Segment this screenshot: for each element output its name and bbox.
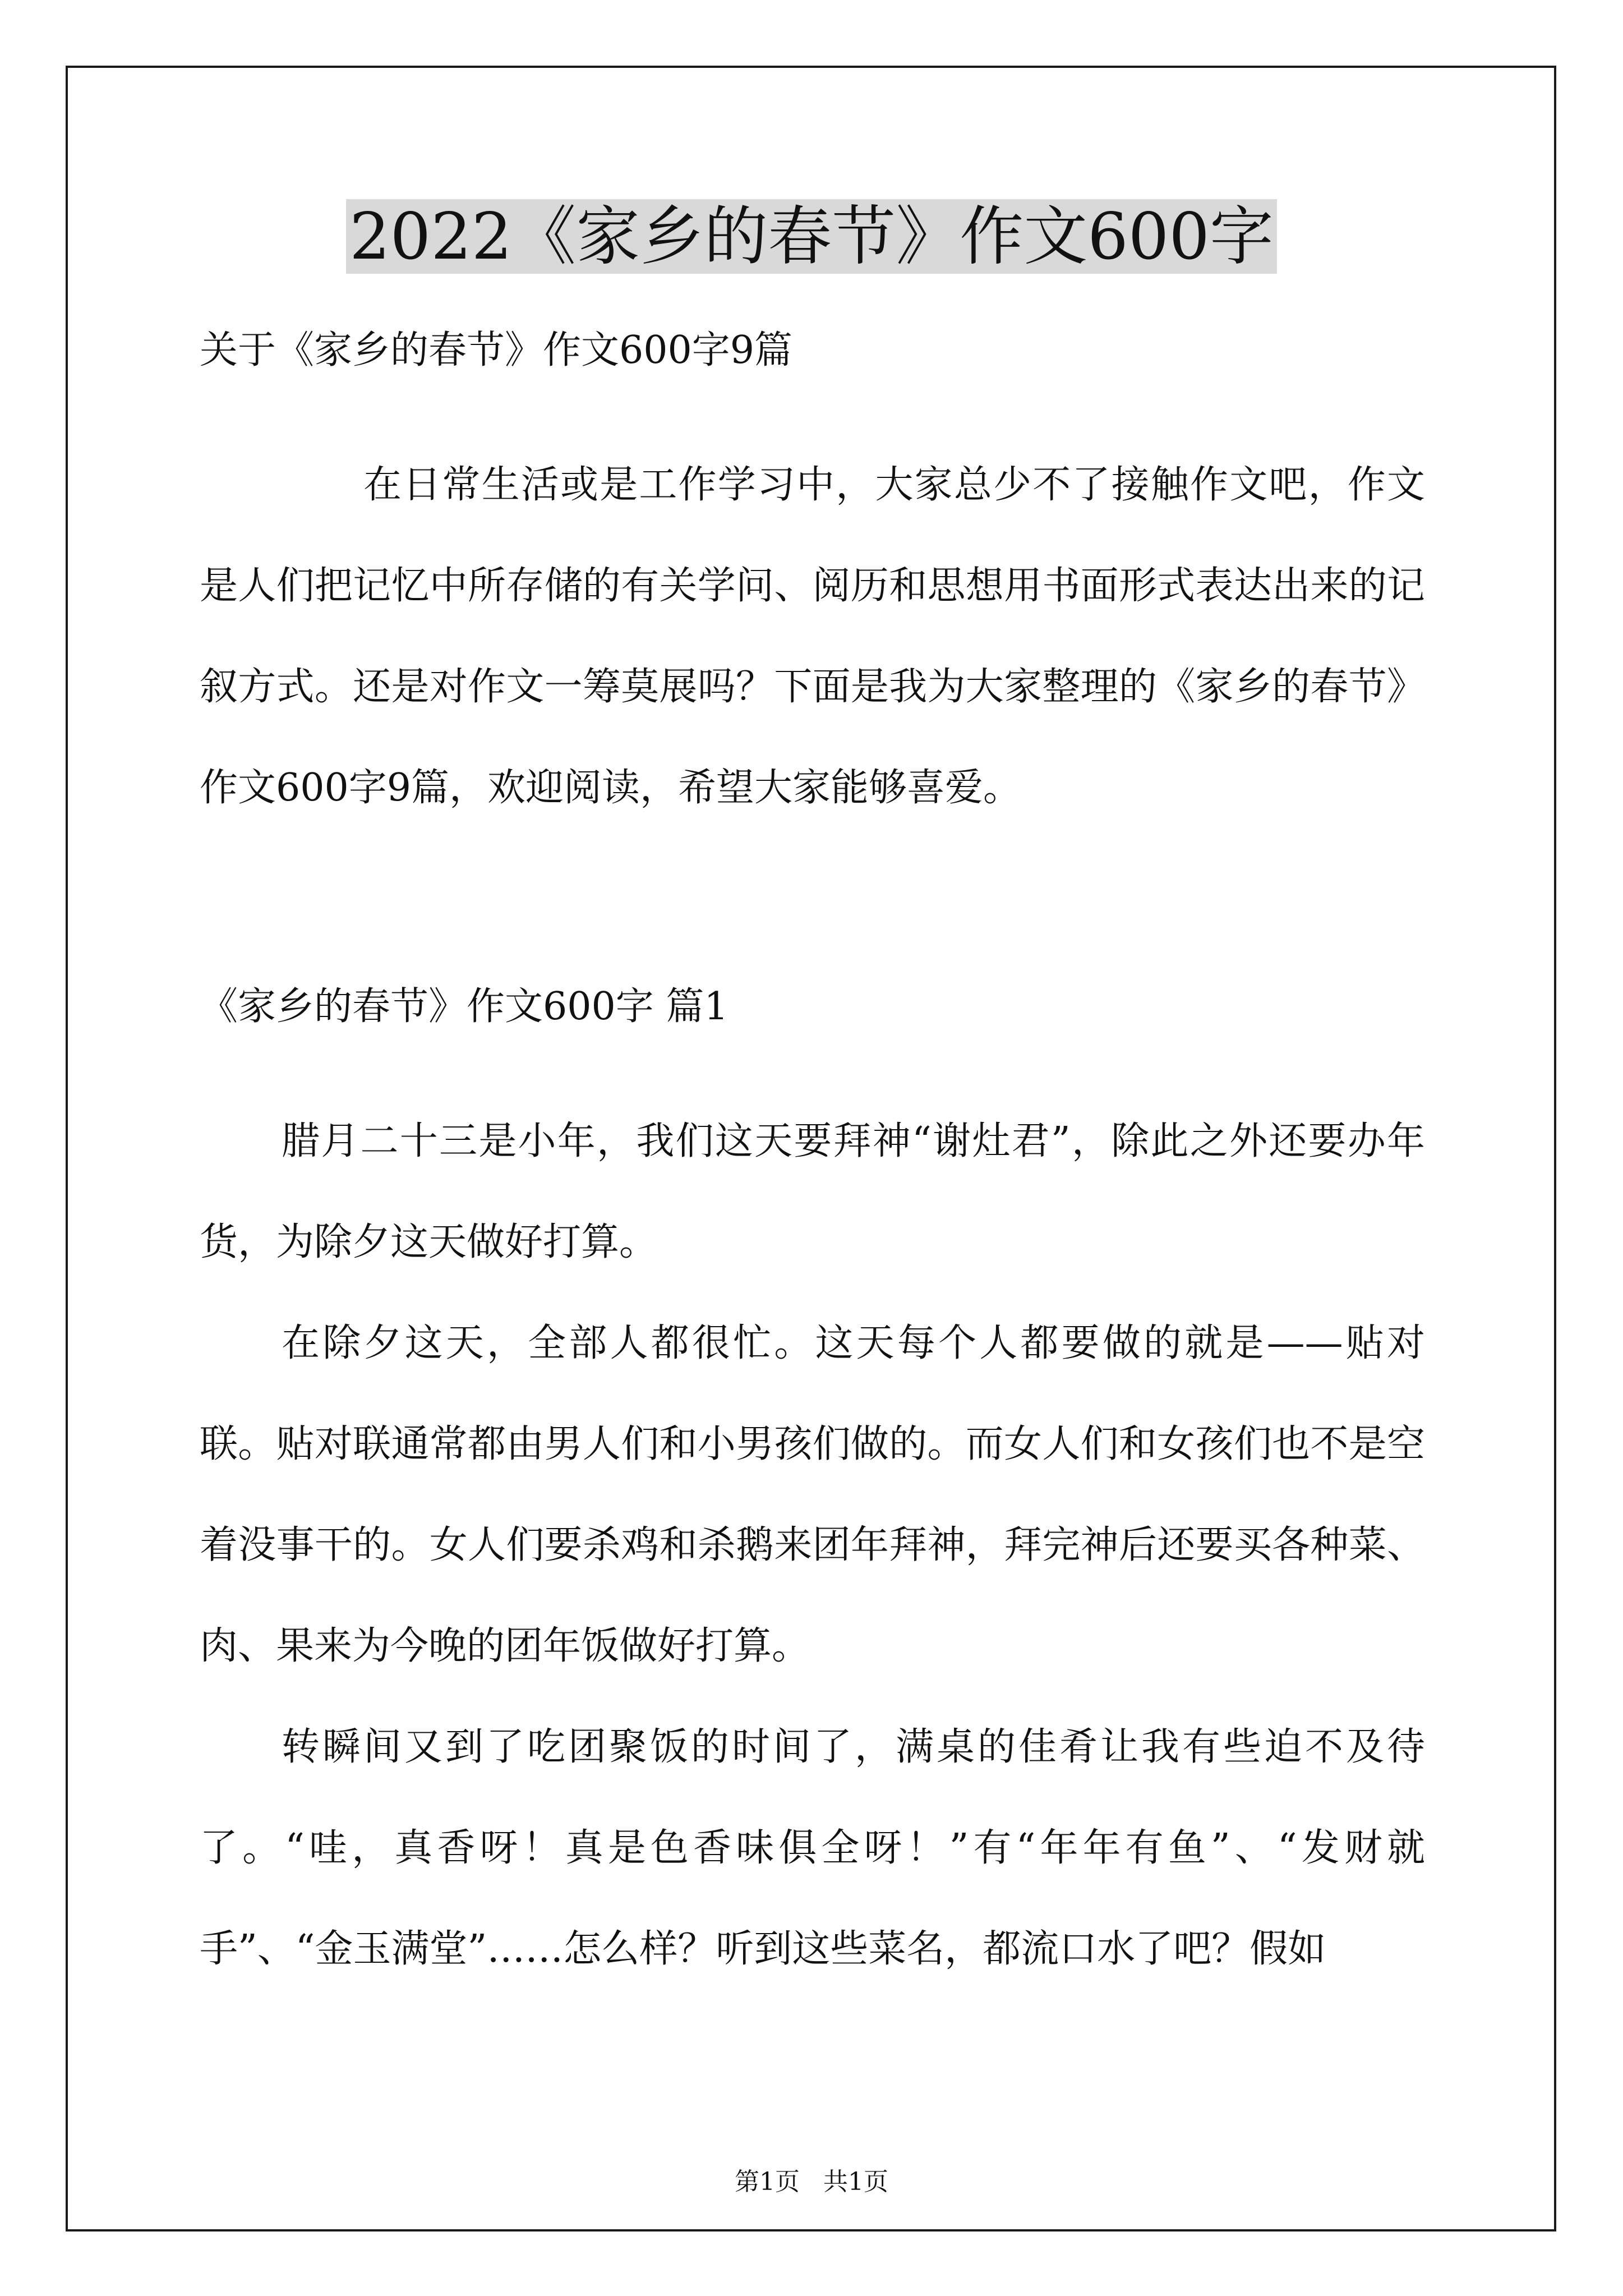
page-footer: 第1页 共1页 <box>735 2168 888 2196</box>
document-title-text: 2022《家乡的春节》作文600字 <box>346 199 1277 274</box>
document-title <box>0 197 1623 276</box>
section-heading: 《家乡的春节》作文600字 篇1 <box>200 984 728 1029</box>
body-paragraph-2: 在除夕这天，全部人都很忙。这天每个人都要做的就是——贴对联。贴对联通常都由男人们和小男孩们做的。而女人们和女孩们也不是空着没事干的。女人们要杀鸡和杀鹅来团年拜神，拜完神后还要买各种菜、肉、果来为今晚的团年饭做好打算。 <box>200 1321 1425 1668</box>
intro-paragraph: 在日常生活或是工作学习中，大家总少不了接触作文吧，作文是人们把记忆中所存储的有关学问、阅历和思想用书面形式表达出来的记叙方式。还是对作文一筹莫展吗？下面是我为大家整理的《家乡的春节》作文600字9篇，欢迎阅读，希望大家能够喜爱。 <box>200 463 1425 810</box>
body-paragraph-1: 腊月二十三是小年，我们这天要拜神“谢灶君”，除此之外还要办年货，为除夕这天做好打算。 <box>200 1119 1425 1264</box>
body-paragraph-3: 转瞬间又到了吃团聚饭的时间了，满桌的佳肴让我有些迫不及待了。“哇，真香呀！真是色香味俱全呀！”有“年年有鱼”、“发财就手”、“金玉满堂”……怎么样？听到这些菜名，都流口水了吧？假如 <box>200 1725 1425 1971</box>
document-subtitle: 关于《家乡的春节》作文600字9篇 <box>200 328 793 372</box>
